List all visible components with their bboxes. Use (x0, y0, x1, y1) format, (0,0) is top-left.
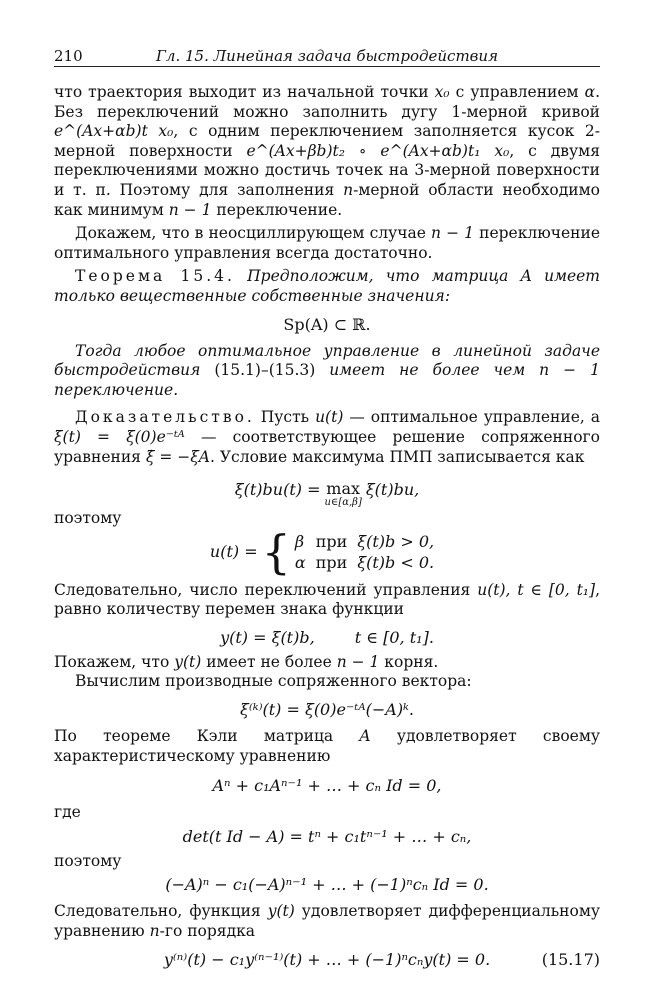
paragraph-2: Докажем, что в неосциллирующем случае n − 1 переключение оптимального управления всегда достаточно. (54, 224, 600, 262)
proof-paragraph: Доказательство. Пусть u(t) — оптимальное управление, а ξ(t) = ξ(0)e⁻ᵗᴬ — соответствующее решение сопряженного уравнения ξ̇ = −ξA. Условие максимума ПМП записывается как (54, 408, 601, 466)
paragraph-4: Покажем, что y(t) имеет не более n − 1 корня. (54, 652, 439, 671)
word-gde: где (54, 803, 81, 822)
formula-cayley: Aⁿ + c₁Aⁿ⁻¹ + … + cₙ Id = 0, (212, 776, 442, 796)
formula-control-cases: u(t) = { β при ξ(t)b > 0, α при ξ(t)b < 0. (209, 524, 435, 579)
theorem-label: Теорема 15.4. (75, 267, 235, 286)
formula-det: det(t Id − A) = tⁿ + c₁tⁿ⁻¹ + … + cₙ, (182, 826, 472, 846)
word-poetomu-1: поэтому (54, 509, 122, 528)
formula-spectrum: Sp(A) ⊂ ℝ. (283, 314, 371, 334)
theorem-conclusion: Тогда любое оптимальное управление в линейной задаче быстродействия (15.1)–(15.3) имеет не более чем n − 1 переключение. (54, 341, 600, 399)
running-header (54, 46, 600, 67)
formula-ode: y⁽ⁿ⁾(t) − c₁y⁽ⁿ⁻¹⁾(t) + … + (−1)ⁿcₙy(t) = 0. (163, 949, 491, 969)
page-number: 210 (54, 47, 83, 65)
paragraph-6: По теореме Кэли матрица A удовлетворяет своему характеристическому уравнению (54, 727, 600, 765)
formula-ode-row (54, 950, 600, 972)
paragraph-5: Вычислим производные сопряженного вектора: (75, 672, 472, 691)
equation-number: (15.17) (541, 949, 600, 969)
proof-label: Доказательство. (75, 408, 255, 427)
formula-minus-a: (−A)ⁿ − c₁(−A)ⁿ⁻¹ + … + (−1)ⁿcₙ Id = 0. (165, 875, 489, 895)
word-poetomu-2: поэтому (54, 851, 122, 870)
paragraph-1: что траектория выходит из начальной точки x₀ с управлением α. Без переключений можно заполнить дугу 1-мерной кривой e^(Ax+αb)t x₀, с одним переключением заполняется кусок 2-мерной поверхности e^(Ax+βb)t₂ ∘ e^(Ax+αb)t₁ x₀, с двумя переключениями можно достичь точек на 3-мерной поверхности и т. п. Поэтому для заполнения n-мерной области необходимо как минимум n − 1 переключение. (54, 83, 600, 219)
formula-y: y(t) = ξ(t)b, t ∈ [0, t₁]. (220, 627, 434, 647)
theorem-15-4: Теорема 15.4. Предположим, что матрица A имеет только вещественные собственные значения: (54, 267, 600, 305)
paragraph-3: Следовательно, число переключений управления u(t), t ∈ [0, t₁], равно количеству перемен знака функции (54, 580, 600, 619)
page (54, 46, 600, 972)
formula-max-principle: ξ(t)bu(t) = max u∈[α,β] ξ(t)bu, (234, 479, 420, 509)
paragraph-7: Следовательно, функция y(t) удовлетворяет дифференциальному уравнению n-го порядка (54, 902, 600, 941)
running-title: Гл. 15. Линейная задача быстродействия (156, 47, 498, 65)
formula-derivatives: ξ⁽ᵏ⁾(t) = ξ(0)e⁻ᵗᴬ(−A)ᵏ. (240, 700, 414, 720)
